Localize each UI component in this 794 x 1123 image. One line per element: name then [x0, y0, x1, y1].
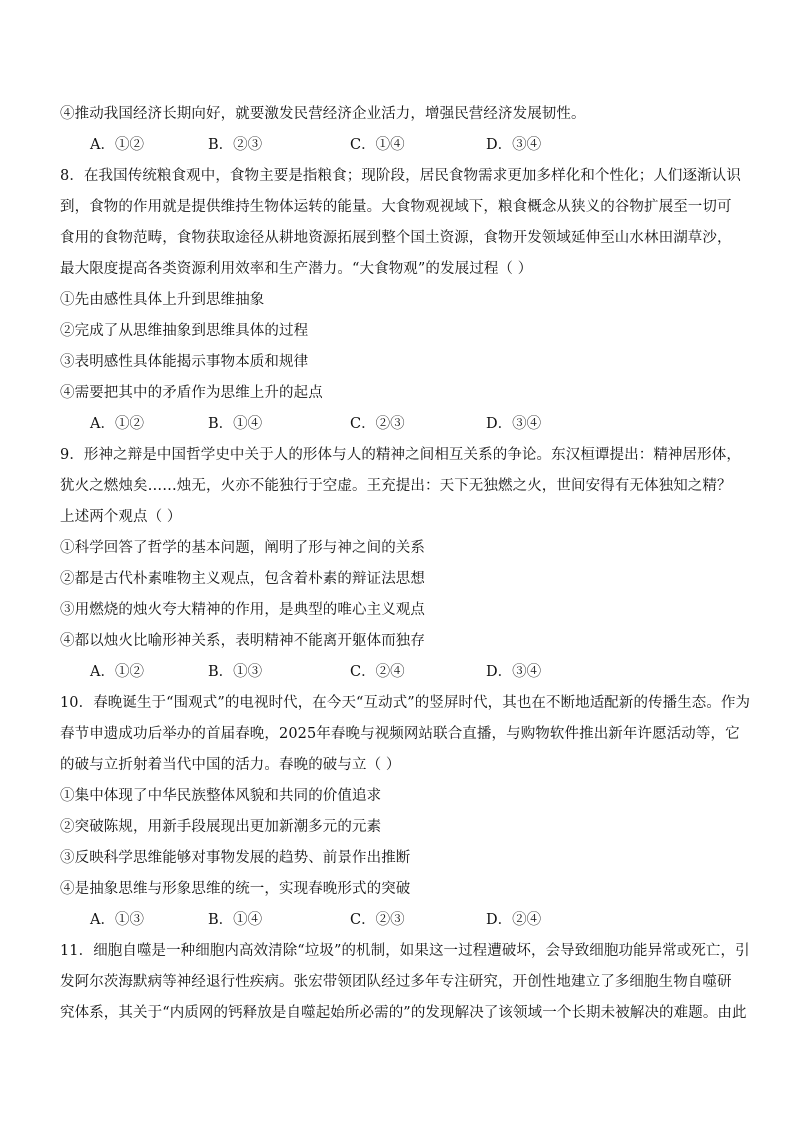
statement-8-4: ④需要把其中的矛盾作为思维上升的起点: [60, 385, 323, 401]
statement-9-3: ③用燃烧的烛火夸大精神的作用，是典型的唯心主义观点: [60, 602, 425, 618]
question-8-line-2: 到，食物的作用就是提供维持生物体运转的能量。大食物观视域下，粮食概念从狭义的谷物扩展至一切可: [60, 199, 732, 215]
statement-10-3: ③反映科学思维能够对事物发展的趋势、前景作出推断: [60, 850, 411, 866]
option-a[interactable]: A．①②: [90, 137, 144, 153]
statement-8-1: ①先由感性具体上升到思维抽象: [60, 292, 265, 308]
option-d[interactable]: D．③④: [486, 664, 542, 680]
option-b[interactable]: B．①③: [208, 664, 263, 680]
question-9-line-3: 上述两个观点（ ）: [60, 509, 182, 525]
question-8-line-4: 最大限度提高各类资源利用效率和生产潜力。“大食物观”的发展过程（ ）: [60, 261, 533, 277]
option-c[interactable]: C．②④: [350, 664, 405, 680]
option-d[interactable]: D．③④: [486, 137, 542, 153]
option-c[interactable]: C．②③: [350, 416, 405, 432]
question-8-line-1: 8．在我国传统粮食观中，食物主要是指粮食；现阶段，居民食物需求更加多样化和个性化；人们逐渐认识: [60, 168, 741, 184]
statement-9-1: ①科学回答了哲学的基本问题，阐明了形与神之间的关系: [60, 540, 425, 556]
option-d[interactable]: D．②④: [486, 912, 542, 928]
statement-8-2: ②完成了从思维抽象到思维具体的过程: [60, 323, 309, 339]
statement-8-3: ③表明感性具体能揭示事物本质和规律: [60, 354, 309, 370]
statement-10-4: ④是抽象思维与形象思维的统一，实现春晚形式的突破: [60, 881, 411, 897]
option-b[interactable]: B．①④: [208, 416, 263, 432]
option-d[interactable]: D．③④: [486, 416, 542, 432]
options-q10: [90, 910, 690, 930]
options-q9: [90, 662, 690, 682]
question-9-line-2: 犹火之燃烛矣……烛无，火亦不能独行于空虚。王充提出：天下无独燃之火，世间安得有无体独知之精？: [60, 478, 732, 494]
question-11-line-3: 究体系，其关于“内质网的钙释放是自噬起始所必需的”的发现解决了该领域一个长期未被解决的难题。由此: [60, 1005, 747, 1021]
statement-9-4: ④都以烛火比喻形神关系，表明精神不能离开躯体而独存: [60, 633, 425, 649]
statement-9-2: ②都是古代朴素唯物主义观点，包含着朴素的辩证法思想: [60, 571, 425, 587]
question-8-line-3: 食用的食物范畴，食物获取途径从耕地资源拓展到整个国土资源，食物开发领域延伸至山水林田湖草沙，: [60, 230, 732, 246]
statement-10-2: ②突破陈规，用新手段展现出更加新潮多元的元素: [60, 819, 382, 835]
question-9-line-1: 9．形神之辩是中国哲学史中关于人的形体与人的精神之间相互关系的争论。东汉桓谭提出：精神居形体，: [60, 447, 741, 463]
option-a[interactable]: A．①②: [90, 416, 144, 432]
options-q7: [90, 135, 690, 155]
question-10-line-1: 10．春晚诞生于“围观式”的电视时代，在今天“互动式”的竖屏时代，其也在不断地适配新的传播生态。作为: [60, 695, 751, 711]
statement-7-4: ④推动我国经济长期向好，就要激发民营经济企业活力，增强民营经济发展韧性。: [60, 106, 586, 122]
option-a[interactable]: A．①②: [90, 664, 144, 680]
option-b[interactable]: B．②③: [208, 137, 263, 153]
statement-10-1: ①集中体现了中华民族整体风貌和共同的价值追求: [60, 788, 382, 804]
options-q8: [90, 414, 690, 434]
question-10-line-3: 的破与立折射着当代中国的活力。春晚的破与立（ ）: [60, 757, 401, 773]
question-11-line-1: 11．细胞自噬是一种细胞内高效清除“垃圾”的机制，如果这一过程遭破坏，会导致细胞功能异常或死亡，引: [60, 943, 750, 959]
option-c[interactable]: C．①④: [350, 137, 405, 153]
option-c[interactable]: C．②③: [350, 912, 405, 928]
question-11-line-2: 发阿尔茨海默病等神经退行性疾病。张宏带领团队经过多年专注研究，开创性地建立了多细胞生物自噬研: [60, 974, 732, 990]
question-10-line-2: 春节申遗成功后举办的首届春晚，2025年春晚与视频网站联合直播，与购物软件推出新年许愿活动等，它: [60, 726, 740, 742]
option-a[interactable]: A．①③: [90, 912, 144, 928]
option-b[interactable]: B．①④: [208, 912, 263, 928]
